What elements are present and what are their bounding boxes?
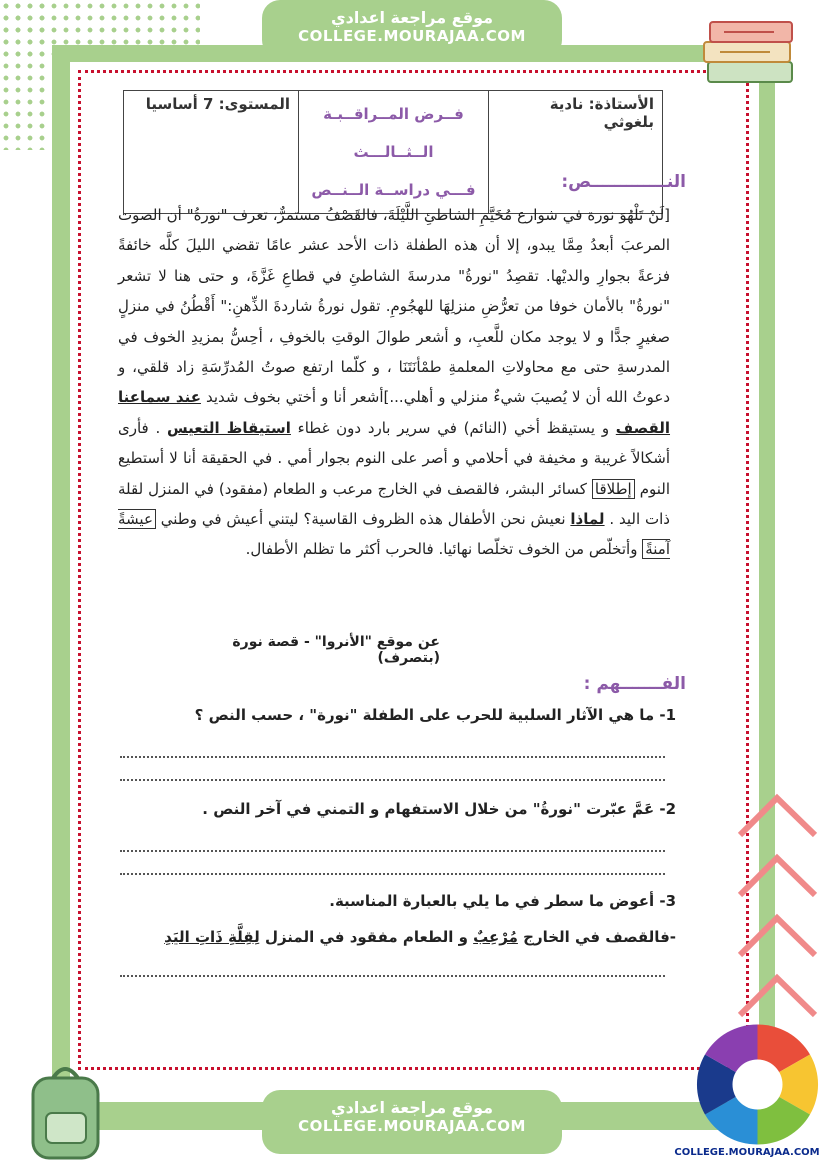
comprehension-heading: الفـــــــهم :	[583, 674, 686, 694]
site-name: موقع مراجعة اعدادي	[330, 1098, 494, 1117]
passage-underline-2: استيقاظ التعيس	[166, 418, 291, 437]
passage-part-2: و يستيقظ أخي (النائم) في سرير بارد دون غطاء	[290, 418, 616, 437]
passage-underline-3: لماذا	[570, 510, 605, 529]
passage-underline-1: عند سماعنا القصف	[118, 388, 671, 437]
exam-header-table	[123, 90, 663, 214]
question-3-sentence	[164, 928, 676, 946]
passage-part-1: [لَنْ تَلْهُوَ نورة في شوارع مُخَيَّمِ الشاطئِ اللَّيْلَةَ، فالقَصْفُ مستمرٌّ، تعرف "نورةُ" أن الصوت المرعبَ أبعدُ مِمَّا يبدو، إلا أن هذه الطفلة ذات الأحد عشر عامًا تقضي الليلَ كلَّه خائفةً فزعةً بجوارِ والديْها. تقصِدُ "نورةُ" مدرسةَ الشاطئِ في قطاعِ غَزَّةَ، و حتى هنا لا تشعر "نورةُ" بالأمان خوفا من تعرُّضِ منزلِهَا للهجُومِ. تقول نورةُ شاردةَ الذِّهنِ:" أَقْطُنُ في منزلٍ صغيرٍ جدًّا و لا يوجد مكان للَّعبِ، و أشعر طوالَ الوقتِ بالخوفِ ، أحِسُّ بمزيدِ الخوف في المدرسةِ حتى مع محاولاتِ المعلمةِ طمْأنَتَنَا ، و كلّما ارتفع صوتُ المُدرِّسَةِ زاد قلقي، و دعوتُ الله أن لا يُصيبَ شيءٌ منزلي و أهلي...]أشعر أنا و أختي بخوف شديد	[118, 206, 671, 407]
question-3: 3- أعوض ما سطر في ما يلي بالعبارة المناسبة.	[329, 892, 676, 910]
chevron-up-icon	[735, 790, 820, 1030]
exam-title	[299, 91, 489, 214]
school-bag-icon	[18, 1058, 113, 1163]
question-1: 1- ما هي الآثار السلبية للحرب على الطفلة "نورة" ، حسب النص ؟	[194, 706, 676, 724]
passage-part-3: . فأرى أشكالاً غريبة و مخيفة في أحلامي و أصر على النوم بجوار أمي . في الحقيقة أنا لا أستطيع النوم	[118, 418, 670, 498]
answer-line[interactable]	[120, 756, 665, 758]
q3-underline-1: مُرْعِبٌ	[473, 928, 518, 946]
logo-caption: COLLEGE.MOURAJAA.COM	[674, 1147, 820, 1158]
class-level: المستوى: 7 أساسيا	[124, 91, 299, 214]
passage-boxed-1: إطلاقا	[592, 479, 635, 499]
teacher-name: الأستاذة: نادية بلغوثي	[488, 91, 662, 214]
site-url: COLLEGE.MOURAJAA.COM	[298, 1117, 526, 1135]
q3-underline-2: لِقِلَّةِ ذَاتِ اليَدِ	[164, 928, 260, 946]
text-heading: النـــــــــــــص:	[561, 172, 686, 192]
exam-title-line2: فـــي دراســة الــنــص	[311, 181, 476, 199]
passage-boxed-2: عيشةً آمنةً	[118, 510, 670, 559]
question-2: 2- عَمَّ عبّرت "نورةُ" من خلال الاستفهام و التمني في آخر النص .	[202, 800, 676, 818]
passage-part-4: كسائر البشر، فالقصف في الخارج مرعب و الطعام (مفقود) في المنزل لقلة ذات اليد .	[118, 479, 670, 529]
exam-title-line1: فــرض المــراقــبـة الــثــالـــث	[323, 105, 464, 161]
decorative-dots-left	[0, 0, 50, 150]
answer-line[interactable]	[120, 850, 665, 852]
books-icon	[700, 12, 800, 92]
site-name: موقع مراجعة اعدادي	[330, 8, 494, 27]
site-url: COLLEGE.MOURAJAA.COM	[298, 27, 526, 45]
answer-line[interactable]	[120, 975, 665, 977]
passage-source: عن موقع "الأنروا" - قصة نورة (بتصرف)	[232, 634, 440, 666]
passage-part-6: وأتخلّص من الخوف تخلّصا نهائيا. فالحرب أكثر ما تظلم الأطفال.	[245, 540, 643, 559]
q3-part-1: -فالقصف في الخارج	[517, 928, 676, 946]
answer-line[interactable]	[120, 779, 665, 781]
answer-line[interactable]	[120, 873, 665, 875]
site-logo-icon[interactable]	[695, 1022, 820, 1147]
q3-part-2: و الطعام مفقود في المنزل	[259, 928, 474, 946]
passage-part-5: نعيش نحن الأطفال هذه الظروف القاسية؟ ليتني أعيش في وطني	[155, 510, 571, 529]
site-banner-bottom[interactable]	[262, 1090, 562, 1154]
reading-passage	[118, 200, 670, 565]
site-banner-top[interactable]	[262, 0, 562, 58]
